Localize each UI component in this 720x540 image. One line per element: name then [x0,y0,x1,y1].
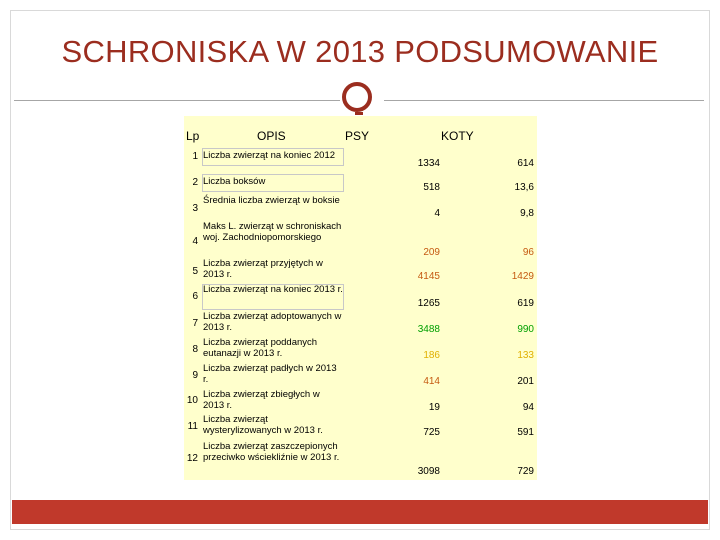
header-koty: KOTY [441,129,474,143]
row-5-desc: Liczba zwierząt przyjętych w 2013 r. [203,258,323,280]
row-11-koty: 591 [517,427,534,438]
header-lp: Lp [186,129,200,143]
header-psy: PSY [345,129,370,143]
title-divider-right [384,100,704,101]
row-8-lp: 8 [192,344,198,355]
row-4-psy: 209 [423,247,440,258]
row-7-koty: 990 [517,324,534,335]
row-9-desc: Liczba zwierząt padłych w 2013 r. [203,363,337,385]
row-6-lp: 6 [192,291,198,302]
slide-title: SCHRONISKA W 2013 PODSUMOWANIE [61,34,659,69]
row-10-psy: 19 [428,402,440,413]
row-1-lp: 1 [192,151,198,162]
row-6-koty: 619 [517,298,534,309]
row-5-lp: 5 [192,266,198,277]
ring-ornament-icon [342,82,372,112]
row-11-desc: Liczba zwierząt wysterylizowanych w 2013 r. [203,414,323,436]
row-1-psy: 1334 [417,158,440,169]
row-9-psy: 414 [423,376,440,387]
row-8-koty: 133 [517,350,534,361]
row-9-lp: 9 [192,370,198,381]
row-5-psy: 4145 [417,271,440,282]
row-8-psy: 186 [423,350,440,361]
row-10-koty: 94 [522,402,534,413]
row-4-lp: 4 [192,236,198,247]
row-5-koty: 1429 [511,271,534,282]
ring-ornament-tick [355,112,363,115]
row-4-koty: 96 [522,247,534,258]
row-3-lp: 3 [192,203,198,214]
row-12-desc: Liczba zwierząt zaszczepionych przeciwko wściekliźnie w 2013 r. [203,441,340,463]
row-11-lp: 11 [187,421,198,432]
row-7-desc: Liczba zwierząt adoptowanych w 2013 r. [203,311,342,333]
row-3-psy: 4 [434,208,440,219]
header-opis: OPIS [257,129,286,143]
row-12-psy: 3098 [417,466,440,477]
row-2-koty: 13,6 [514,182,534,193]
row-3-koty: 9,8 [520,208,534,219]
row-6-desc: Liczba zwierząt na koniec 2013 r. [203,284,343,295]
row-2-desc: Liczba boksów [203,176,266,187]
row-10-desc: Liczba zwierząt zbiegłych w 2013 r. [203,389,320,411]
footer-bar [12,500,708,524]
row-2-lp: 2 [192,177,198,188]
row-7-lp: 7 [192,318,198,329]
row-8-desc: Liczba zwierząt poddanych eutanazji w 2013 r. [203,337,318,359]
row-3-desc: Średnia liczba zwierząt w boksie [203,195,340,206]
title-divider-left [14,100,340,101]
row-12-lp: 12 [186,453,198,464]
row-7-psy: 3488 [417,324,440,335]
row-4-desc: Maks L. zwierząt w schroniskach woj. Zachodniopomorskiego [203,221,342,243]
row-2-psy: 518 [423,182,440,193]
row-1-desc: Liczba zwierząt na koniec 2012 [203,150,336,161]
row-12-koty: 729 [517,466,534,477]
row-9-koty: 201 [517,376,534,387]
row-11-psy: 725 [423,427,440,438]
row-1-koty: 614 [517,158,534,169]
row-10-lp: 10 [186,395,198,406]
row-6-psy: 1265 [417,298,440,309]
